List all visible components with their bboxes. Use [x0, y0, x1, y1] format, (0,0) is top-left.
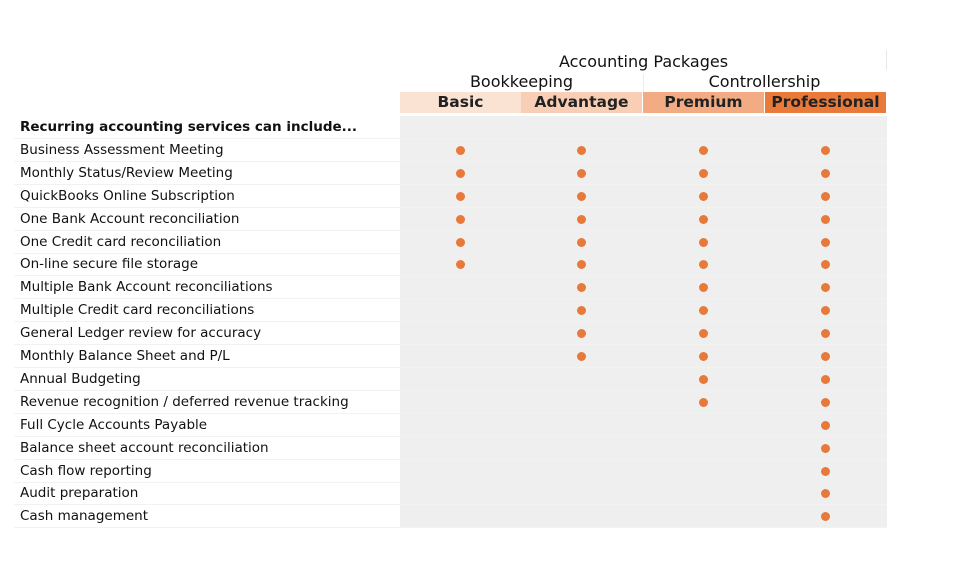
service-name: On-line secure file storage	[20, 256, 199, 273]
package-header-professional: Professional	[765, 92, 886, 113]
service-name: Revenue recognition / deferred revenue tracking	[20, 393, 349, 410]
service-row	[14, 505, 887, 528]
included-dot-icon	[821, 260, 830, 269]
service-name: Cash management	[20, 508, 149, 525]
service-row	[14, 276, 887, 299]
package-cell	[400, 322, 522, 344]
included-dot-icon	[577, 146, 586, 155]
included-dot-icon	[821, 169, 830, 178]
package-cell	[643, 162, 765, 184]
included-dot-icon	[821, 306, 830, 315]
package-cell	[765, 231, 887, 253]
package-cell	[765, 139, 887, 161]
service-row	[14, 253, 887, 276]
package-cell	[400, 345, 522, 367]
service-row	[14, 208, 887, 231]
included-dot-icon	[456, 192, 465, 201]
package-cell	[765, 185, 887, 207]
package-cell	[400, 231, 522, 253]
package-cell	[643, 185, 765, 207]
included-dot-icon	[699, 146, 708, 155]
section-heading-row	[14, 116, 887, 139]
service-row	[14, 139, 887, 162]
included-dot-icon	[821, 192, 830, 201]
package-cell	[400, 299, 522, 321]
package-cell	[400, 505, 522, 527]
included-dot-icon	[577, 352, 586, 361]
package-cell	[643, 391, 765, 413]
package-cell	[765, 368, 887, 390]
package-cell	[521, 231, 643, 253]
package-cell	[400, 253, 522, 275]
package-cell	[521, 368, 643, 390]
service-name: QuickBooks Online Subscription	[20, 187, 235, 204]
included-dot-icon	[577, 329, 586, 338]
service-name: Multiple Bank Account reconciliations	[20, 279, 273, 296]
package-cell	[521, 414, 643, 436]
service-name: Business Assessment Meeting	[20, 141, 224, 158]
package-cell	[521, 322, 643, 344]
package-cell	[643, 116, 765, 138]
package-cell	[521, 391, 643, 413]
package-cell	[643, 322, 765, 344]
package-cell	[400, 482, 522, 504]
included-dot-icon	[821, 398, 830, 407]
package-cell	[521, 460, 643, 482]
service-name: Full Cycle Accounts Payable	[20, 416, 208, 433]
included-dot-icon	[456, 169, 465, 178]
package-header-basic: Basic	[400, 92, 521, 113]
service-name: General Ledger review for accuracy	[20, 325, 262, 342]
included-dot-icon	[699, 215, 708, 224]
group-bookkeeping: Bookkeeping	[469, 72, 574, 91]
included-dot-icon	[821, 512, 830, 521]
package-cell	[765, 414, 887, 436]
service-row	[14, 391, 887, 414]
package-header-premium: Premium	[643, 92, 764, 113]
package-cell	[521, 185, 643, 207]
service-row	[14, 299, 887, 322]
package-cell	[400, 368, 522, 390]
included-dot-icon	[456, 238, 465, 247]
section-heading: Recurring accounting services can include...	[20, 119, 358, 135]
package-cell	[643, 208, 765, 230]
included-dot-icon	[821, 489, 830, 498]
package-cell	[765, 460, 887, 482]
included-dot-icon	[821, 375, 830, 384]
package-cell	[400, 208, 522, 230]
package-cell	[400, 460, 522, 482]
included-dot-icon	[699, 169, 708, 178]
included-dot-icon	[821, 215, 830, 224]
service-row	[14, 162, 887, 185]
included-dot-icon	[821, 352, 830, 361]
package-cell	[765, 299, 887, 321]
included-dot-icon	[699, 238, 708, 247]
service-row	[14, 345, 887, 368]
included-dot-icon	[699, 192, 708, 201]
package-cell	[765, 437, 887, 459]
package-cell	[521, 299, 643, 321]
package-cell	[765, 253, 887, 275]
service-name: One Credit card reconciliation	[20, 233, 222, 250]
package-cell	[400, 139, 522, 161]
package-cell	[643, 460, 765, 482]
package-cell	[643, 299, 765, 321]
service-row	[14, 437, 887, 460]
package-cell	[765, 116, 887, 138]
service-row	[14, 185, 887, 208]
included-dot-icon	[699, 375, 708, 384]
service-row	[14, 322, 887, 345]
package-header-advantage: Advantage	[521, 92, 642, 113]
included-dot-icon	[821, 238, 830, 247]
package-cell	[765, 208, 887, 230]
package-cell	[400, 185, 522, 207]
service-name: Audit preparation	[20, 485, 139, 502]
package-cell	[521, 505, 643, 527]
package-cell	[643, 253, 765, 275]
package-cell	[521, 208, 643, 230]
included-dot-icon	[577, 260, 586, 269]
package-cell	[643, 231, 765, 253]
package-cell	[521, 162, 643, 184]
included-dot-icon	[821, 329, 830, 338]
included-dot-icon	[577, 215, 586, 224]
package-cell	[521, 437, 643, 459]
package-cell	[521, 345, 643, 367]
included-dot-icon	[699, 283, 708, 292]
package-cell	[400, 116, 522, 138]
package-cell	[765, 345, 887, 367]
package-cell	[521, 276, 643, 298]
package-cell	[765, 391, 887, 413]
package-cell	[400, 162, 522, 184]
included-dot-icon	[699, 260, 708, 269]
service-row	[14, 414, 887, 437]
package-cell	[521, 253, 643, 275]
included-dot-icon	[577, 169, 586, 178]
package-cell	[521, 482, 643, 504]
included-dot-icon	[577, 192, 586, 201]
included-dot-icon	[699, 398, 708, 407]
service-row	[14, 368, 887, 391]
table-title: Accounting Packages	[558, 52, 729, 71]
package-cell	[521, 139, 643, 161]
package-cell	[643, 276, 765, 298]
service-name: Monthly Status/Review Meeting	[20, 164, 233, 181]
group-controllership: Controllership	[708, 72, 821, 91]
package-cell	[643, 482, 765, 504]
package-cell	[400, 391, 522, 413]
package-cell	[400, 414, 522, 436]
package-cell	[400, 437, 522, 459]
package-cell	[400, 276, 522, 298]
included-dot-icon	[699, 306, 708, 315]
package-cell	[765, 322, 887, 344]
package-cell	[643, 437, 765, 459]
package-cell	[643, 139, 765, 161]
included-dot-icon	[456, 146, 465, 155]
service-name: Annual Budgeting	[20, 370, 141, 387]
included-dot-icon	[699, 352, 708, 361]
service-name: Cash flow reporting	[20, 462, 152, 479]
service-row	[14, 460, 887, 483]
included-dot-icon	[456, 260, 465, 269]
included-dot-icon	[821, 146, 830, 155]
package-cell	[765, 505, 887, 527]
package-cell	[643, 505, 765, 527]
package-cell	[643, 345, 765, 367]
package-cell	[765, 482, 887, 504]
included-dot-icon	[699, 329, 708, 338]
included-dot-icon	[577, 238, 586, 247]
included-dot-icon	[456, 215, 465, 224]
service-row	[14, 231, 887, 254]
package-cell	[765, 162, 887, 184]
package-cell	[765, 276, 887, 298]
package-cell	[643, 368, 765, 390]
included-dot-icon	[821, 421, 830, 430]
included-dot-icon	[821, 467, 830, 476]
service-row	[14, 482, 887, 505]
package-cell	[643, 414, 765, 436]
service-name: Monthly Balance Sheet and P/L	[20, 348, 230, 364]
package-cell	[521, 116, 643, 138]
included-dot-icon	[577, 306, 586, 315]
included-dot-icon	[821, 444, 830, 453]
service-name: One Bank Account reconciliation	[20, 210, 240, 227]
included-dot-icon	[821, 283, 830, 292]
service-name: Balance sheet account reconciliation	[20, 439, 269, 456]
included-dot-icon	[577, 283, 586, 292]
service-name: Multiple Credit card reconciliations	[20, 302, 255, 319]
